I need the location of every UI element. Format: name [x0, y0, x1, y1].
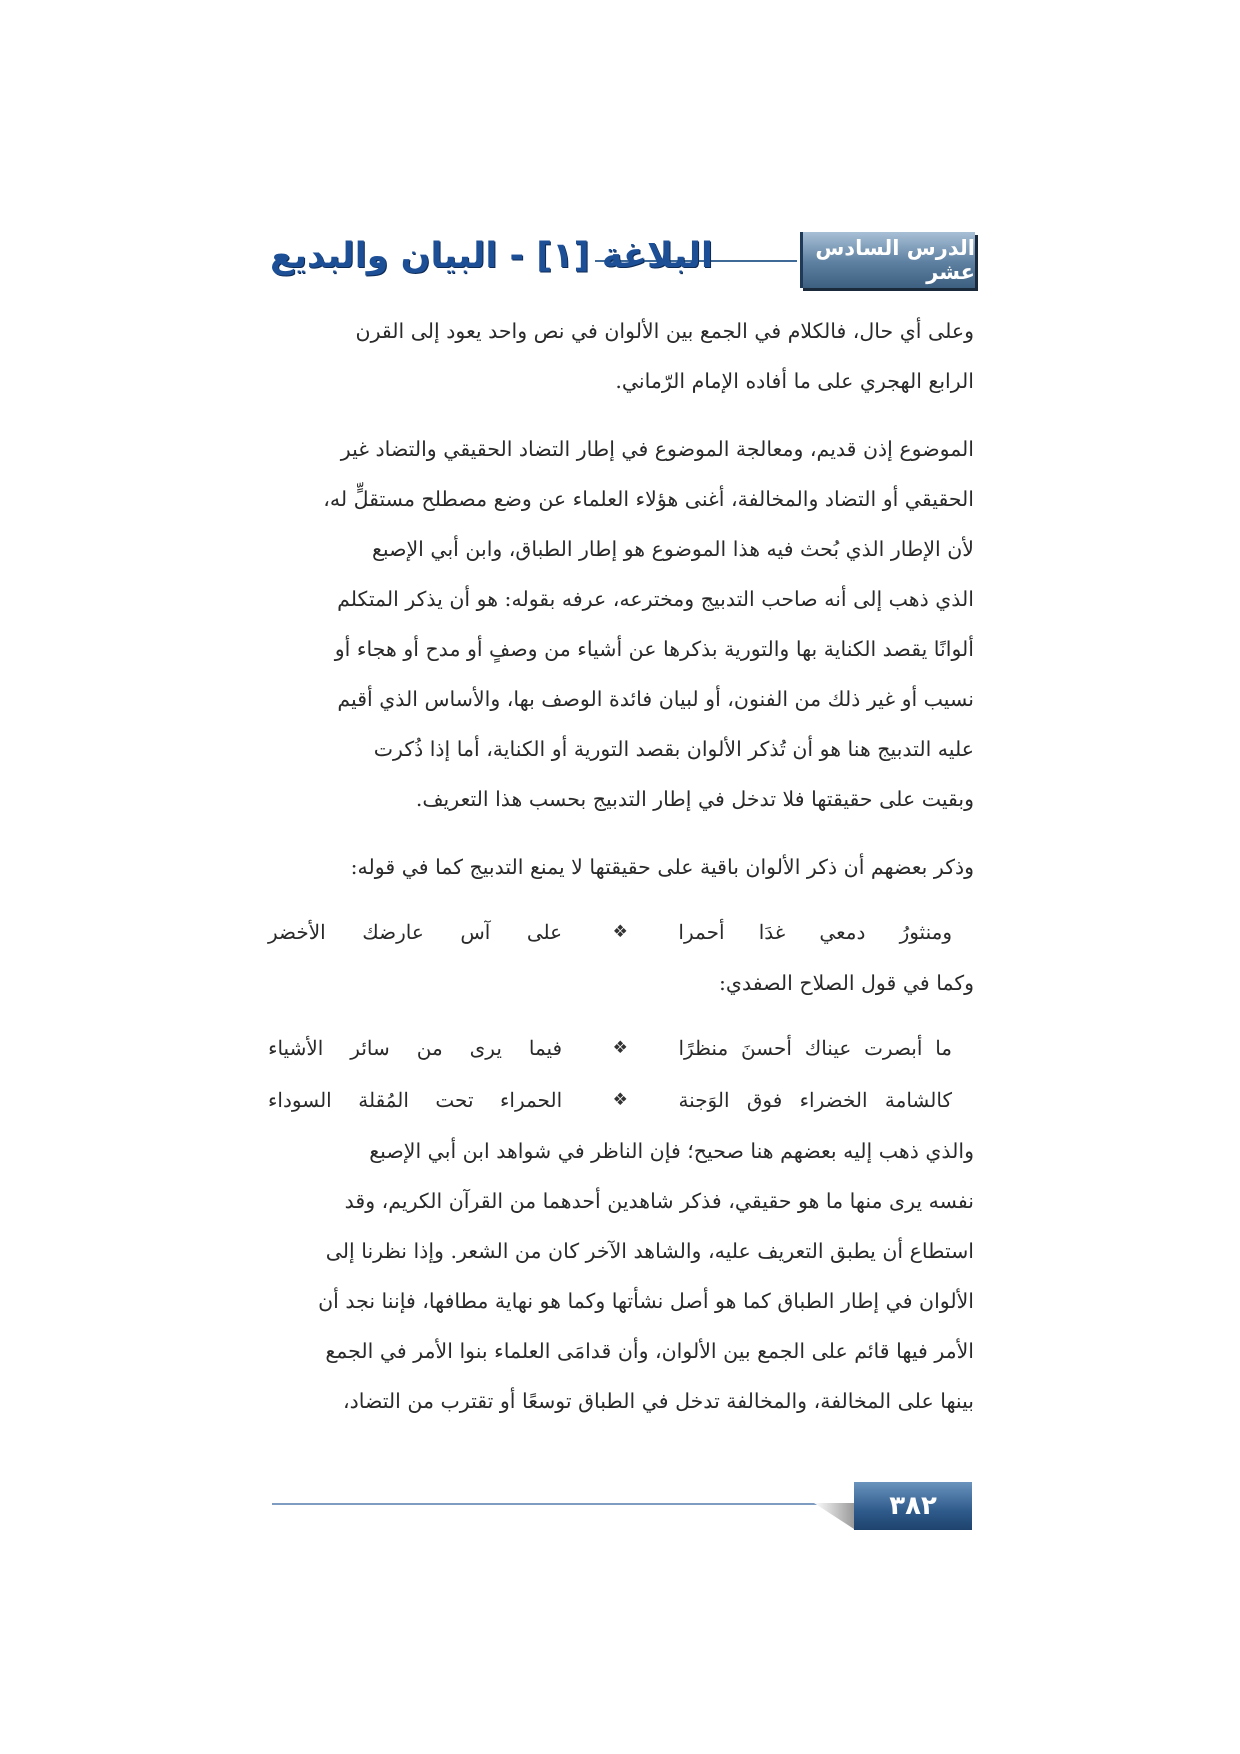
text-line: الرابع الهجري على ما أفاده الإمام الرّماني.: [615, 369, 974, 393]
verse-word: الأشياء: [268, 1036, 324, 1060]
verse-word: على: [526, 920, 563, 944]
verse-word: أبصرت: [864, 1036, 923, 1060]
verse-word: يرى: [469, 1036, 502, 1060]
verse-word: الخضراء: [799, 1088, 868, 1112]
page-number: ٣٨٢: [854, 1482, 972, 1530]
text-line: وذكر بعضهم أن ذكر الألوان باقية على حقيقتها لا يمنع التدبيج كما في قوله:: [350, 855, 974, 879]
text-line: الحقيقي أو التضاد والمخالفة، أغنى هؤلاء العلماء عن وضع مصطلح مستقلٍّ له،: [323, 487, 974, 511]
page-body: [268, 306, 974, 1426]
text-line: بينها على المخالفة، والمخالفة تدخل في الطباق توسعًا أو تقترب من التضاد،: [342, 1389, 974, 1413]
verse-word: ومنثورُ: [899, 920, 952, 944]
paragraph-4: [268, 1126, 974, 1426]
text-line: والذي ذهب إليه بعضهم هنا صحيح؛ فإن الناظر في شواهد ابن أبي الإصبع: [369, 1139, 974, 1163]
text-line: نفسه يرى منها ما هو حقيقي، فذكر شاهدين أحدهما من القرآن الكريم، وقد: [344, 1189, 974, 1213]
verse-word: فوق: [746, 1088, 783, 1112]
text-line: نسيب أو غير ذلك من الفنون، أو لبيان فائدة الوصف بها، والأساس الذي أقيم: [337, 687, 974, 711]
text-line: استطاع أن يطبق التعريف عليه، والشاهد الآخر كان من الشعر. وإذا نظرنا إلى: [325, 1239, 974, 1263]
verse-word: عيناك: [804, 1036, 852, 1060]
verse-ornament-icon: ❖: [612, 1038, 628, 1058]
verse-word: الحمراء: [500, 1088, 563, 1112]
text-line: ألوانًا يقصد الكناية بها والتورية بذكرها عن أشياء من وصفٍ أو مدح أو هجاء أو: [334, 637, 974, 661]
verse-word: الوَجنة: [678, 1088, 730, 1112]
verse-word: من: [416, 1036, 443, 1060]
verse-word: الأخضر: [268, 920, 326, 944]
text-line: الأمر فيها قائم على الجمع بين الألوان، وأن قدامَى العلماء بنوا الأمر في الجمع: [325, 1339, 974, 1363]
book-title: البلاغة [١] - البيان والبديع: [270, 236, 713, 276]
verse-hemistich-first: [678, 920, 952, 944]
verse-word: عارضك: [362, 920, 424, 944]
verse-word: ما: [935, 1036, 952, 1060]
lesson-label: الدرس السادس عشر: [800, 232, 975, 288]
paragraph-2: [268, 424, 974, 824]
text-line: لأن الإطار الذي بُحث فيه هذا الموضوع هو إطار الطباق، وابن أبي الإصبع: [371, 537, 974, 561]
verse-word: منظرًا: [678, 1036, 729, 1060]
verse-word: آس: [460, 920, 491, 944]
verse-word: دمعي: [819, 920, 866, 944]
verse-word: فيما: [528, 1036, 563, 1060]
paragraph-1: [268, 306, 974, 406]
verse-hemistich-second: [268, 1088, 562, 1112]
verse-hemistich-second: [268, 920, 562, 944]
text-line: الموضوع إذن قديم، ومعالجة الموضوع في إطار التضاد الحقيقي والتضاد غير: [340, 437, 974, 461]
verse-intro: وكما في قول الصلاح الصفدي:: [719, 971, 974, 995]
footer-shadow: [814, 1503, 854, 1529]
text-line: وعلى أي حال، فالكلام في الجمع بين الألوان في نص واحد يعود إلى القرن: [355, 319, 974, 343]
verse-word: أحسنَ: [740, 1036, 792, 1060]
verse-line-2: [268, 1022, 974, 1074]
paragraph-3: [268, 842, 974, 892]
page-footer: [272, 1482, 972, 1530]
footer-divider: [272, 1503, 854, 1505]
verse-hemistich-first: [678, 1088, 952, 1112]
verse-word: السوداء: [268, 1088, 332, 1112]
text-line: وبقيت على حقيقتها فلا تدخل في إطار التدبيج بحسب هذا التعريف.: [415, 787, 974, 811]
text-line: عليه التدبيج هنا هو أن تُذكر الألوان بقصد التورية أو الكناية، أما إذا ذُكرت: [373, 737, 974, 761]
verse-line-1: [268, 906, 974, 958]
verse-word: سائر: [350, 1036, 390, 1060]
verse-word: تحت: [435, 1088, 474, 1112]
verse-word: كالشامة: [884, 1088, 952, 1112]
text-line: الذي ذهب إلى أنه صاحب التدبيج ومخترعه، عرفه بقوله: هو أن يذكر المتكلم: [337, 587, 974, 611]
verse-hemistich-first: [678, 1036, 952, 1060]
verse-ornament-icon: ❖: [612, 922, 628, 942]
page-header: [270, 232, 975, 288]
verse-word: أحمرا: [678, 920, 725, 944]
verse-hemistich-second: [268, 1036, 562, 1060]
verse-word: المُقلة: [358, 1088, 409, 1112]
verse-line-3: [268, 1074, 974, 1126]
verse-word: غدَا: [758, 920, 786, 944]
text-line: الألوان في إطار الطباق كما هو أصل نشأتها وكما هو نهاية مطافها، فإننا نجد أن: [318, 1289, 974, 1313]
verse-ornament-icon: ❖: [612, 1090, 628, 1110]
